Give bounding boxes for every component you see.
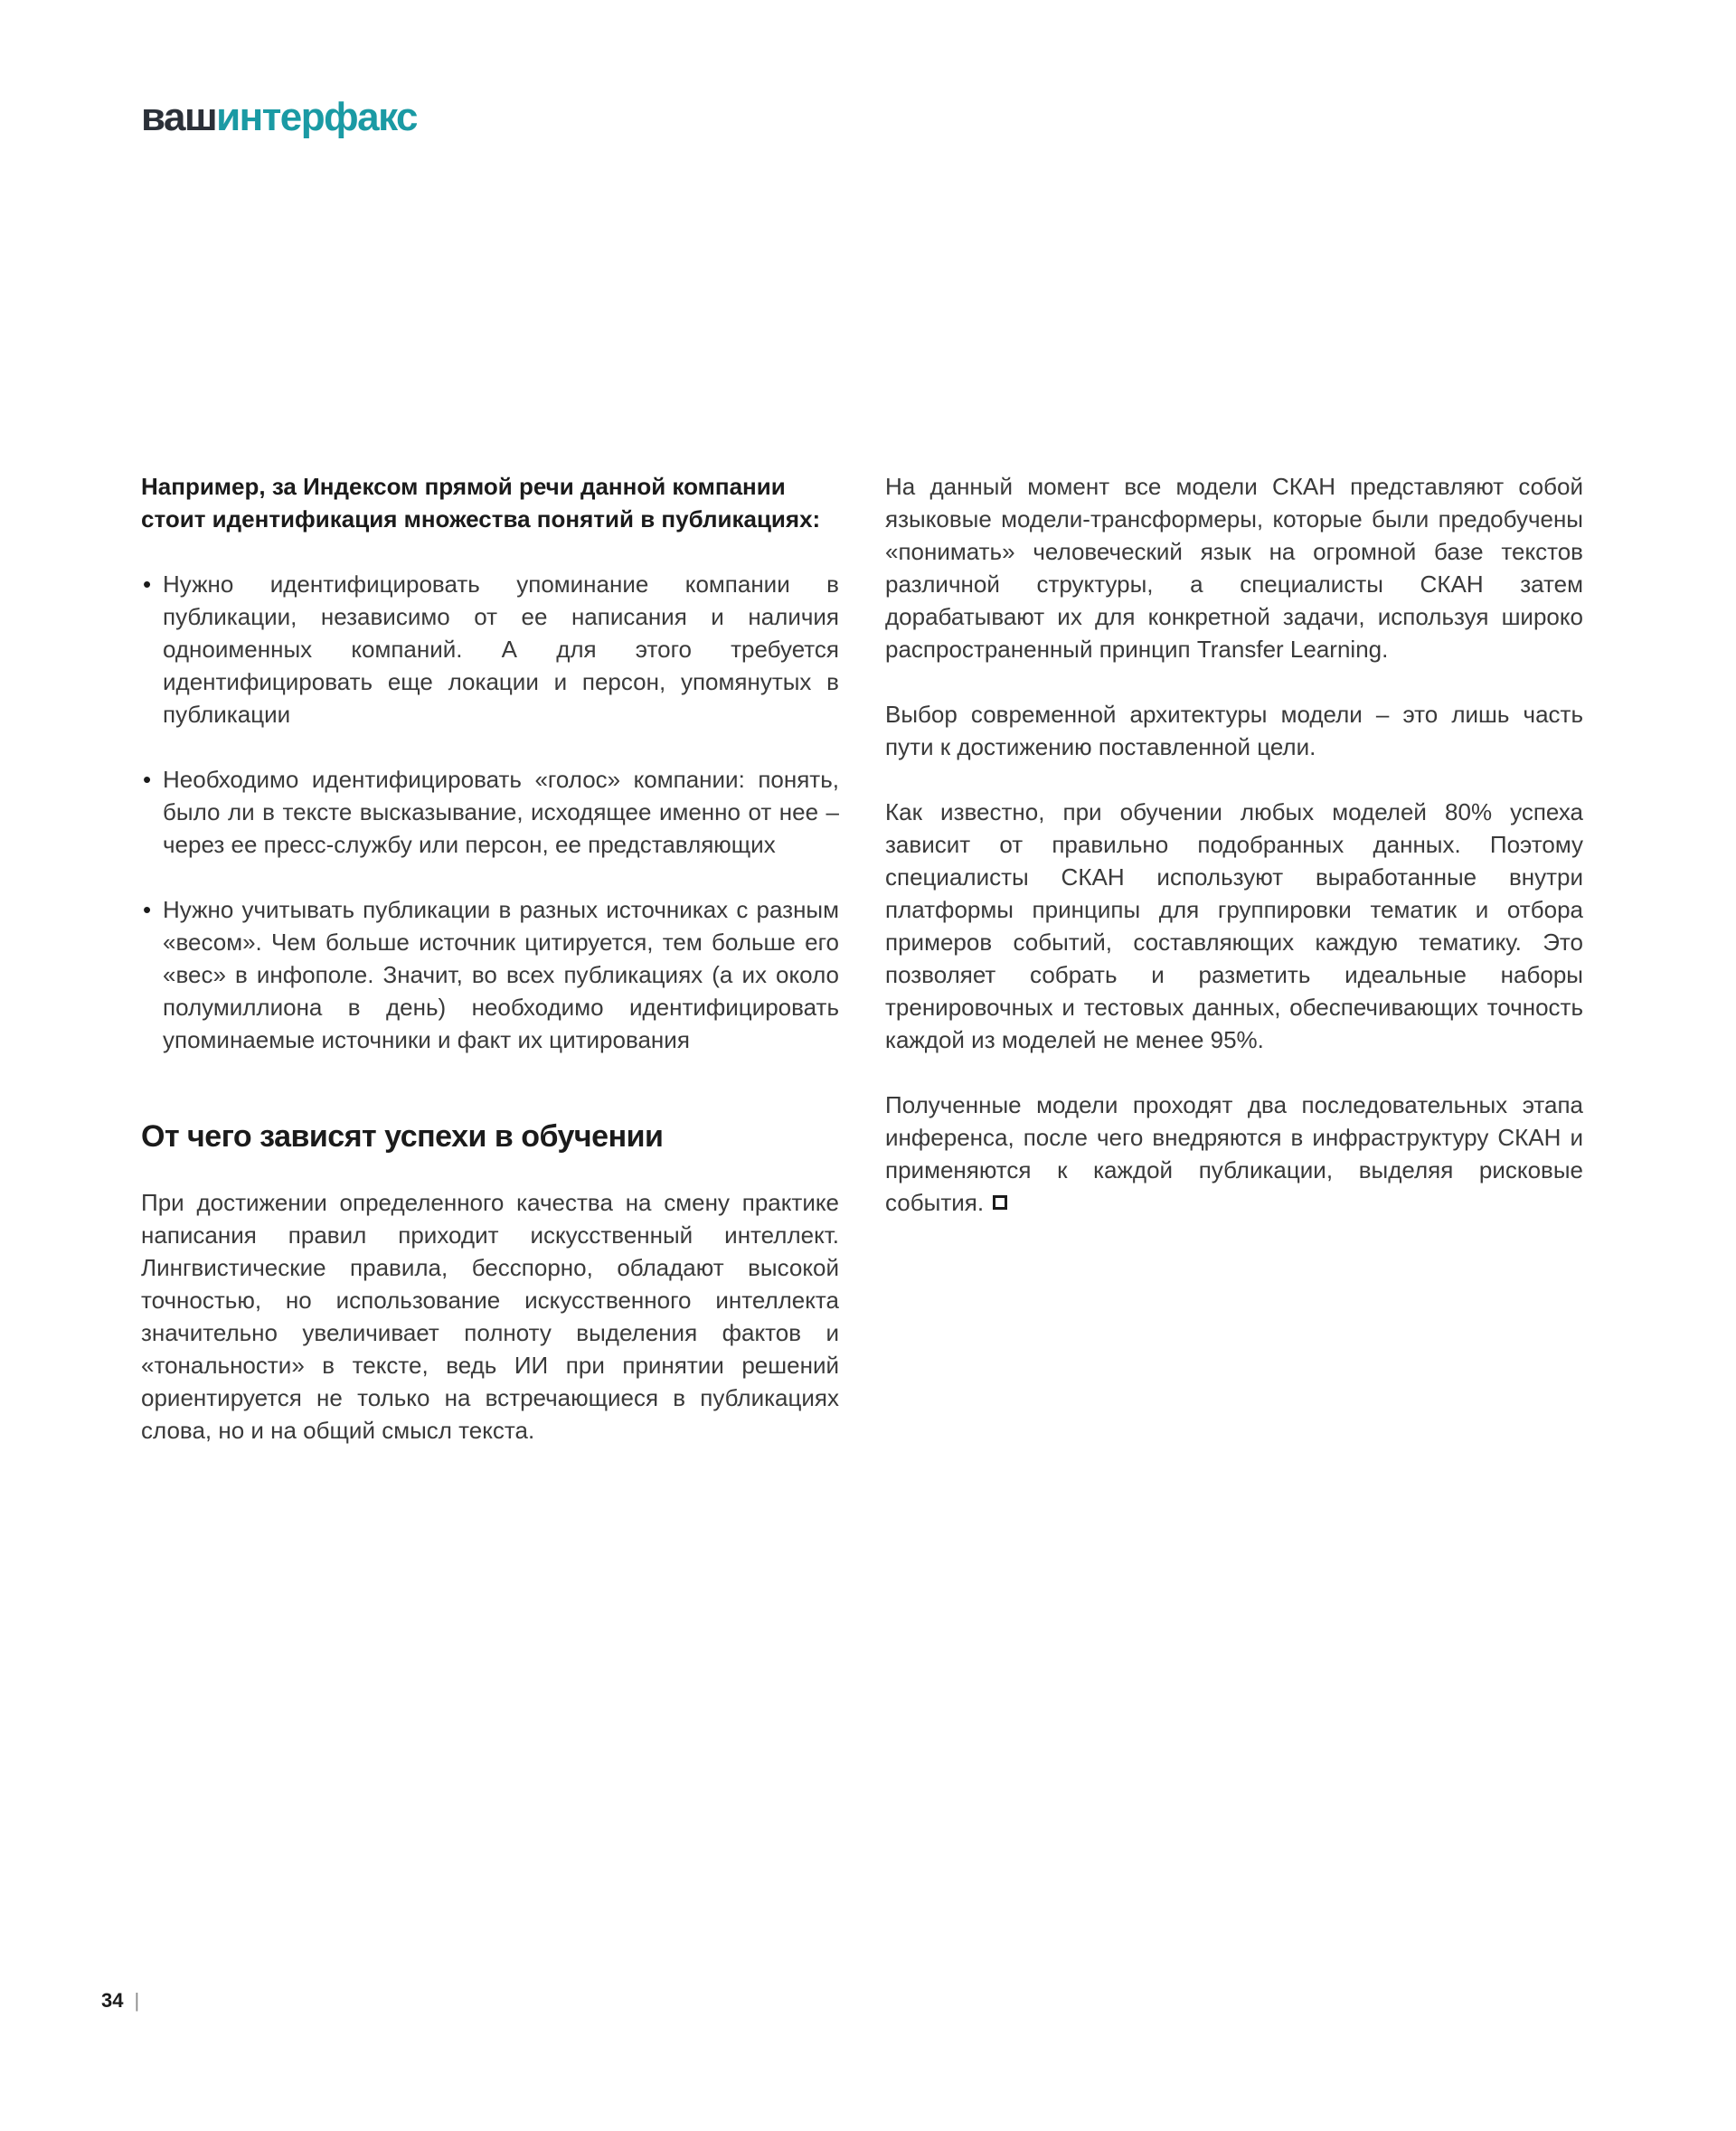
bullet-dot-icon: •	[143, 766, 152, 793]
end-of-article-square-icon	[993, 1195, 1007, 1210]
bullet-text: Нужно учитывать публикации в разных источниках с разным «весом». Чем больше источник цитируется, тем больше его «вес» в инфополе. Значит, во всех публикациях (а их около полумиллиона в день) необходимо идентифицировать упоминаемые источники и факт их цитирования	[163, 896, 839, 1053]
page-number: 34	[101, 1989, 124, 2012]
final-paragraph-text: Полученные модели проходят два последовательных этапа инференса, после чего внедряются в инфраструктуру СКАН и применяются к каждой публикации, выделяя рисковые события.	[885, 1091, 1583, 1216]
bullet-dot-icon: •	[143, 896, 152, 923]
page-footer	[101, 1989, 139, 2013]
logo-part-vash: ваш	[141, 95, 217, 139]
bullet-item	[141, 568, 839, 731]
footer-separator: |	[134, 1989, 140, 2012]
bullet-item	[141, 893, 839, 1056]
logo-part-interfax: интерфакс	[216, 95, 418, 139]
body-paragraph: Как известно, при обучении любых моделей 80% успеха зависит от правильно подобранных данных. Поэтому специалисты СКАН используют выработанные внутри платформы принципы для группировки тематик и отбора примеров событий, составляющих каждую тематику. Это позволяет собрать и разметить идеальные наборы тренировочных и тестовых данных, обеспечивающих точность каждой из моделей не менее 95%.	[885, 798, 1583, 1053]
left-column	[141, 470, 839, 1479]
publication-logo	[141, 95, 418, 139]
final-paragraph	[885, 1089, 1583, 1219]
body-paragraph: Выбор современной архитектуры модели – это лишь часть пути к достижению поставленной цели.	[885, 701, 1583, 760]
intro-bold-text: Например, за Индексом прямой речи данной компании стоит идентификация множества понятий в публикациях:	[141, 473, 821, 533]
bullet-dot-icon: •	[143, 570, 152, 598]
bullet-item	[141, 763, 839, 861]
bullet-text: Нужно идентифицировать упоминание компании в публикации, независимо от ее написания и наличия одноименных компаний. А для этого требуется идентифицировать еще локации и персон, упомянутых в публикации	[163, 570, 839, 728]
section-heading: От чего зависят успехи в обучении	[141, 1119, 664, 1154]
right-column	[885, 470, 1583, 1251]
bullet-text: Необходимо идентифицировать «голос» компании: понять, было ли в тексте высказывание, исходящее именно от нее – через ее пресс-службу или персон, ее представляющих	[163, 766, 839, 858]
body-paragraph: При достижении определенного качества на смену практике написания правил приходит искусственный интеллект. Лингвистические правила, бесспорно, обладают высокой точностью, но использование искусственного интеллекта значительно увеличивает полноту выделения фактов и «тональности» в тексте, ведь ИИ при принятии решений ориентируется не только на встречающиеся в публикациях слова, но и на общий смысл текста.	[141, 1189, 839, 1444]
body-paragraph: На данный момент все модели СКАН представляют собой языковые модели-трансформеры, которые были предобучены «понимать» человеческий язык на огромной базе текстов различной структуры, а специалисты СКАН затем дорабатывают их для конкретной задачи, используя широко распространенный принцип Transfer Learning.	[885, 473, 1583, 663]
